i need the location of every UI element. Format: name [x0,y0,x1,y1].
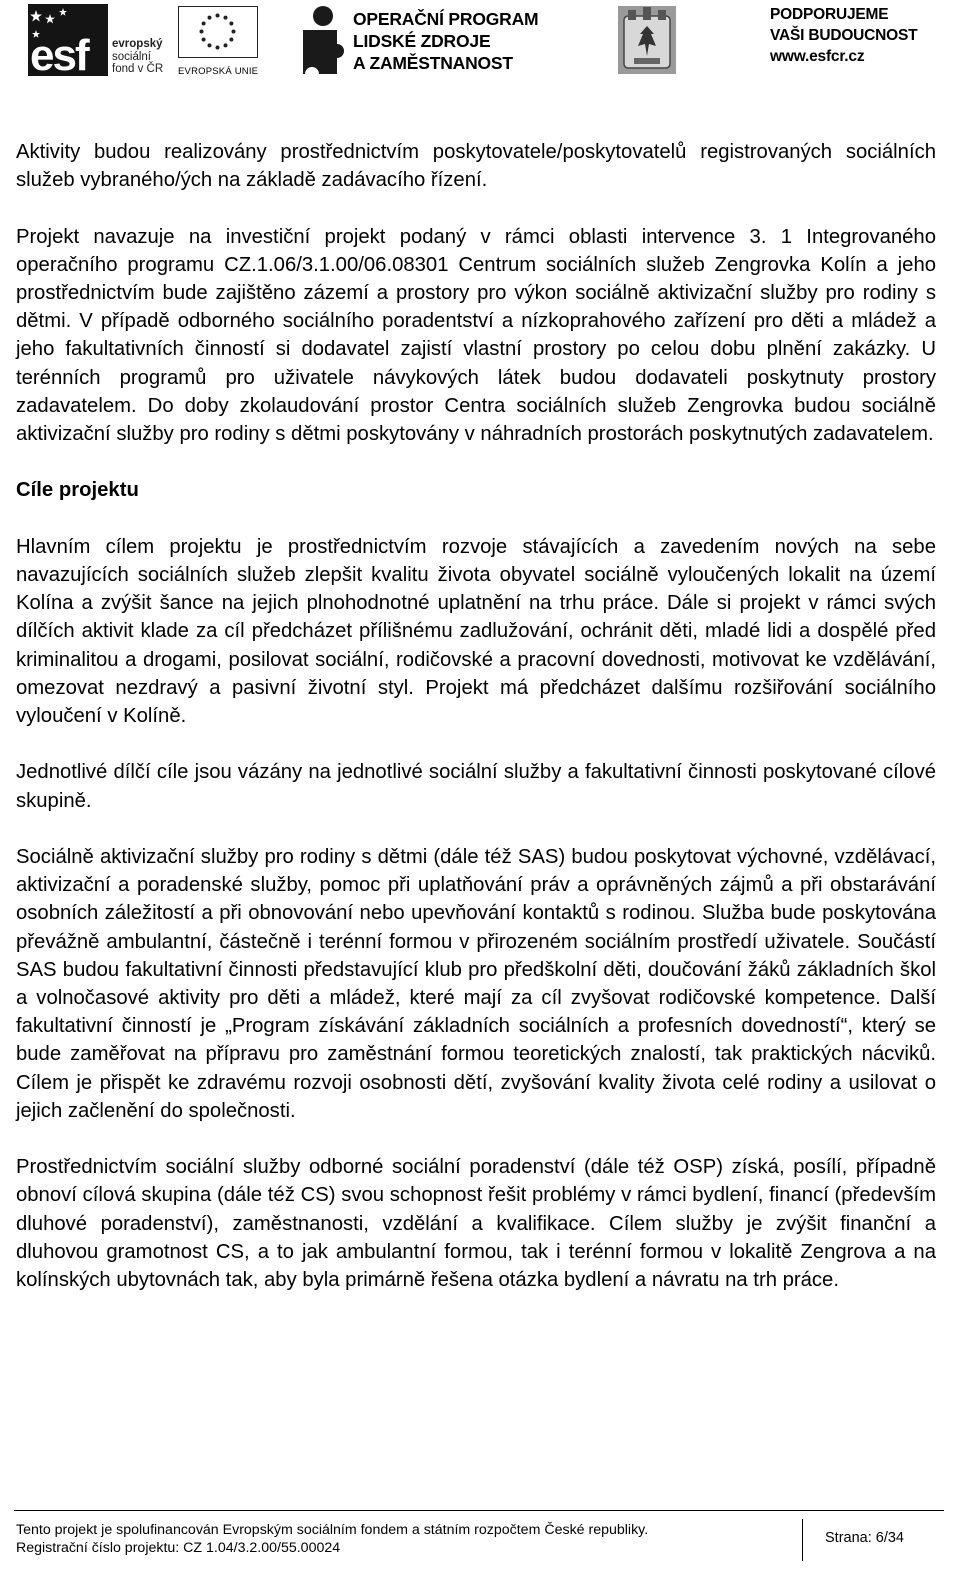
eu-logo [178,4,260,76]
puzzle-figure-icon [297,4,347,76]
slogan-logo [770,4,940,76]
paragraph-investment-project: Projekt navazuje na investiční projekt podaný v rámci oblasti intervence 3. 1 Integrovaného operačního programu CZ.1.06/3.1.00/06.08301 Centrum sociálních služeb Zengrovka Kolín a jeho prostřednictvím bude zajištěno zázemí a prostory pro výkon sociálně aktivizační služby pro rodiny s dětmi. V případě odborného sociálního poradentství a nízkoprahového zařízení pro děti a mládež a jeho fakultativních činností si dodavatel zajistí vlastní prostory po celou dobu plnění zakázky. U terénních programů pro uživatele návykových látek budou dodavateli poskytnuty prostory zadavatelem. Do doby zkolaudování prostor Centra sociálních služeb Zengrovka budou sociálně aktivizační služby pro rodiny s dětmi poskytovány v náhradních prostorách poskytnutých zadavatelem. [16,225,936,446]
page-footer [14,1510,944,1567]
op-line1: OPERAČNÍ PROGRAM [353,9,539,29]
logo-header [0,0,960,80]
paragraph-main-goal: Hlavním cílem projektu je prostřednictvím rozvoje stávajících a zavedením nových na sebe navazujících sociálních služeb zlepšit kvalitu života obyvatel sociálně vyloučených lokalit na území Kolína a zvýšit šance na jejich plnohodnotné uplatnění na trhu práce. Dále si projekt v rámci svých dílčích aktivit klade za cíl předcházet přílišnému zadlužování, ochránit děti, mladé lidi a dospělé před kriminalitou a drogami, posilovat sociální, rodičovské a pracovní dovednosti, motivovat ke vzdělávání, omezovat nezdravý a pasivní životní styl. Projekt má předcházet dalšímu rozšiřování sociálního vyloučení v Kolíně. [16,535,936,728]
footer-funding-note: Tento projekt je spolufinancován Evropským sociálním fondem a státním rozpočtem České republiky. [16,1522,649,1538]
page-number: Strana: 6/34 [825,1530,904,1546]
esf-line3: fond v ČR [112,63,164,75]
footer-info [16,1521,648,1557]
op-logo [297,4,547,76]
op-line2: LIDSKÉ ZDROJE [353,31,491,51]
esf-logo-words [112,38,163,76]
esf-mark-icon [28,4,108,76]
esf-logo-text: esf [30,31,88,76]
section-heading: Cíle projektu [16,479,139,502]
city-crest [614,4,680,76]
paragraph-partial-goals: Jednotlivé dílčí cíle jsou vázány na jednotlivé sociální služby a fakultativní činnosti poskytované cílové skupině. [16,761,936,812]
document-body [16,138,936,1322]
slogan-line1: PODPORUJEME [770,6,889,23]
op-title [353,8,538,74]
coat-of-arms-icon [614,4,680,76]
op-line3: A ZAMĚSTNANOST [353,53,513,73]
paragraph-sas: Sociálně aktivizační služby pro rodiny s dětmi (dále též SAS) budou poskytovat výchovné, vzdělávací, aktivizační a poradenské služby, pomoc při uplatňování práv a oprávněných zájmů a při obstarávání osobních záležitostí a při obnovování nebo upevňování kontaktů s rodinou. Služba bude poskytována převážně ambulantní, částečně i terénní formou v přirozeném sociálním prostředí uživatele. Součástí SAS budou fakultativní činnosti představující klub pro předškolní děti, doučování žáků základních škol a volnočasové aktivity pro děti a mládež, které mají za cíl zvyšovat rodičovské kompetence. Další fakultativní činností je „Program získávání základních sociálních a profesních dovedností“, který se bude zaměřovat na přípravu pro zaměstnání formou teoretických znalostí, tak praktických nácviků. Cílem je přispět ke zdravému rozvoji osobnosti dětí, zvyšování kvality života celé rodiny a usilovat o jejich začlenění do společnosti. [16,846,936,1122]
esf-line2: sociální [112,50,151,63]
esf-logo [28,4,172,76]
footer-registration-number: Registrační číslo projektu: CZ 1.04/3.2.00/55.00024 [16,1540,341,1556]
paragraph-activities: Aktivity budou realizovány prostřednictvím poskytovatele/poskytovatelů registrovaných sociálních služeb vybraného/ých na základě zadávacího řízení. [16,141,936,192]
eu-caption: EVROPSKÁ UNIE [178,66,259,77]
slogan-url: www.esfcr.cz [770,48,865,65]
paragraph-osp: Prostřednictvím sociální služby odborné sociální poradenství (dále též OSP) získá, posílí, případně obnoví cílová skupina (dále též CS) svou schopnost řešit problémy v rámci bydlení, financí (především dluhové poradenství), zaměstnanosti, vzdělání a kvalifikace. Cílem služby je zvýšit finanční a dluhovou gramotnost CS, a to jak ambulantní formou, tak i terénní formou v lokalitě Zengrova a na kolínských ubytovnách tak, aby byla primárně řešena otázka bydlení a návratu na trh práce. [16,1156,936,1292]
page-number-box [802,1519,945,1561]
slogan-line2: VAŠI BUDOUCNOST [770,27,918,44]
eu-flag-icon [178,6,258,58]
esf-line1: evropský [112,38,163,50]
